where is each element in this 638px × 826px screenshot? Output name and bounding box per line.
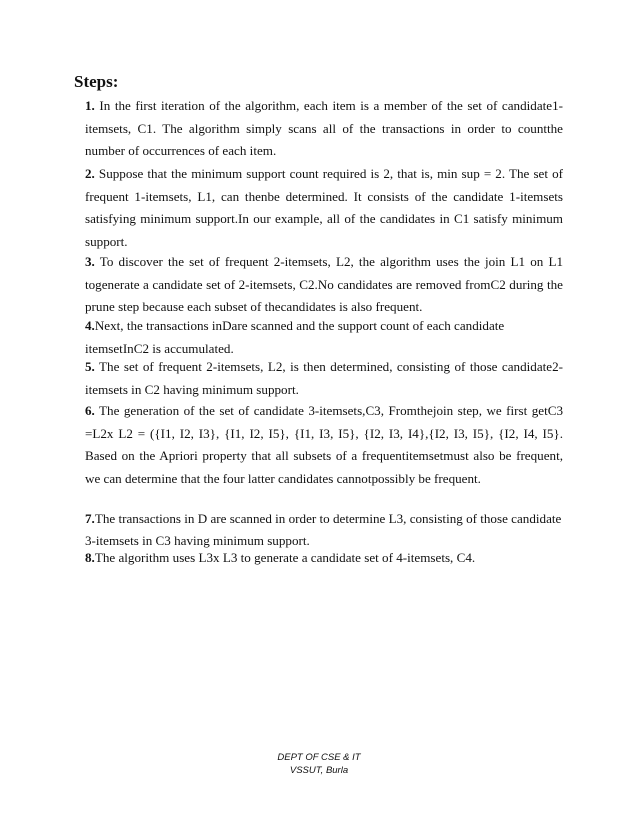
- footer-institution: VSSUT, Burla: [289, 765, 349, 776]
- page-footer: [0, 751, 638, 777]
- step-number: 5.: [85, 359, 95, 374]
- step-5: [85, 356, 563, 401]
- step-6: [85, 400, 563, 491]
- step-number: 1.: [85, 98, 95, 113]
- step-number: 2.: [85, 166, 95, 181]
- step-number: 3.: [85, 254, 95, 269]
- step-text: The generation of the set of candidate 3-itemsets,C3, Fromthejoin step, we first getC3 =L2x L2 = ({I1, I2, I3}, {I1, I2, I5}, {I1, I3, I5}, {I2, I3, I4},{I2, I3, I5}, {I2, I4, I5}. Based on the Apriori property that all subsets of a frequentitemsetmust also be frequent, we can determine that the four latter candidates cannotpossibly be frequent.: [85, 403, 563, 487]
- step-text: The set of frequent 2-itemsets, L2, is then determined, consisting of those candidate2-itemsets in C2 having minimum support.: [85, 359, 563, 397]
- step-7: [85, 508, 563, 551]
- step-number: 4.: [85, 318, 95, 333]
- step-4: [85, 315, 563, 360]
- step-2: [85, 163, 563, 254]
- step-1: [85, 95, 563, 163]
- step-number: 7.: [85, 511, 95, 526]
- section-heading: Steps:: [74, 72, 119, 91]
- step-number: 6.: [85, 403, 95, 418]
- step-number: 8.: [85, 550, 95, 565]
- step-text: To discover the set of frequent 2-itemsets, L2, the algorithm uses the join L1 on L1 togenerate a candidate set of 2-itemsets, C2.No candidates are removed fromC2 during the prune step because each subset of thecandidates is also frequent.: [85, 254, 563, 315]
- step-text: In the first iteration of the algorithm, each item is a member of the set of candidate1-itemsets, C1. The algorithm simply scans all of the transactions in order to countthe number of occurrences of each item.: [85, 98, 563, 159]
- step-text: The algorithm uses L3x L3 to generate a candidate set of 4-itemsets, C4.: [94, 550, 476, 565]
- step-text: Suppose that the minimum support count required is 2, that is, min sup = 2. The set of frequent 1-itemsets, L1, can thenbe determined. It consists of the candidate 1-itemsets satisfying minimum support.In our example, all of the candidates in C1 satisfy minimum support.: [85, 166, 563, 250]
- step-8: [85, 547, 563, 570]
- step-text: The transactions in D are scanned in order to determine L3, consisting of those candidate 3-itemsets in C3 having minimum support.: [85, 511, 562, 548]
- footer-dept: DEPT OF CSE & IT: [277, 752, 361, 763]
- step-text: Next, the transactions inDare scanned and the support count of each candidate itemsetInC2 is accumulated.: [85, 318, 505, 356]
- step-3: [85, 251, 563, 319]
